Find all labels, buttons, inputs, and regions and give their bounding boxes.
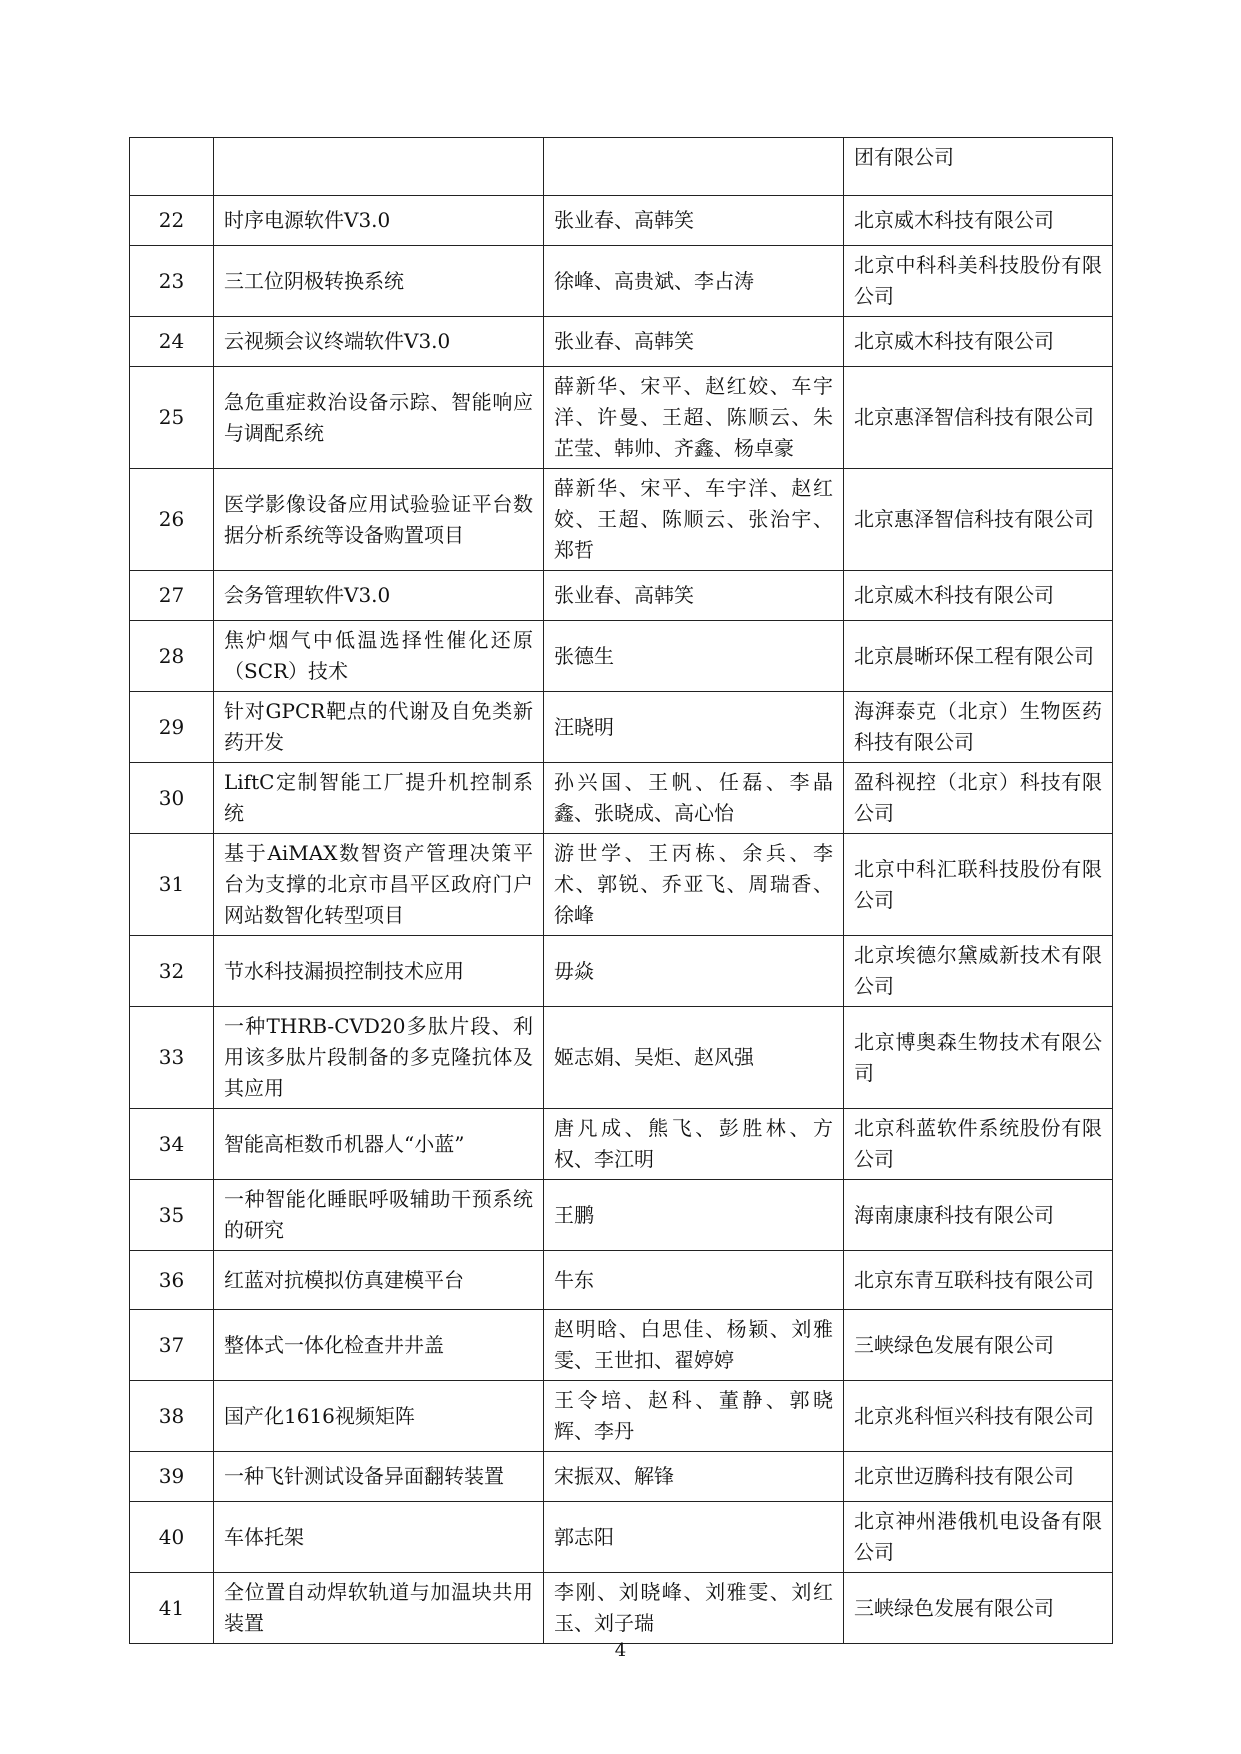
completers-cell: 王鹏 <box>544 1180 844 1251</box>
project-name-cell: 智能高柜数币机器人“小蓝” <box>214 1109 544 1180</box>
table-body <box>130 138 1113 1644</box>
organization-cell: 三峡绿色发展有限公司 <box>844 1573 1113 1644</box>
completers-cell: 徐峰、高贵斌、李占涛 <box>544 246 844 317</box>
completers-cell: 汪晓明 <box>544 692 844 763</box>
organization-cell: 北京威木科技有限公司 <box>844 571 1113 621</box>
completers-cell <box>544 138 844 196</box>
row-number-cell: 34 <box>130 1109 214 1180</box>
table-row <box>130 1573 1113 1644</box>
organization-cell: 北京晨晰环保工程有限公司 <box>844 621 1113 692</box>
project-name-cell: 一种飞针测试设备异面翻转装置 <box>214 1452 544 1502</box>
row-number-cell: 36 <box>130 1251 214 1310</box>
row-number-cell: 37 <box>130 1310 214 1381</box>
organization-cell: 北京威木科技有限公司 <box>844 317 1113 367</box>
completers-cell: 张业春、高韩笑 <box>544 196 844 246</box>
completers-cell: 薛新华、宋平、赵红姣、车宇洋、许曼、王超、陈顺云、朱芷莹、韩帅、齐鑫、杨卓豪 <box>544 367 844 469</box>
table-row <box>130 1502 1113 1573</box>
project-name-cell: 医学影像设备应用试验验证平台数据分析系统等设备购置项目 <box>214 469 544 571</box>
organization-cell: 北京兆科恒兴科技有限公司 <box>844 1381 1113 1452</box>
project-name-cell: 急危重症救治设备示踪、智能响应与调配系统 <box>214 367 544 469</box>
project-name-cell: 会务管理软件V3.0 <box>214 571 544 621</box>
completers-cell: 赵明晗、白思佳、杨颖、刘雅雯、王世扣、翟婷婷 <box>544 1310 844 1381</box>
table-row <box>130 692 1113 763</box>
row-number-cell: 22 <box>130 196 214 246</box>
organization-cell: 北京惠泽智信科技有限公司 <box>844 469 1113 571</box>
completers-cell: 毋焱 <box>544 936 844 1007</box>
project-name-cell <box>214 138 544 196</box>
project-name-cell: 时序电源软件V3.0 <box>214 196 544 246</box>
row-number-cell: 26 <box>130 469 214 571</box>
organization-cell: 北京东青互联科技有限公司 <box>844 1251 1113 1310</box>
table-row <box>130 1310 1113 1381</box>
table-row <box>130 621 1113 692</box>
row-number-cell: 23 <box>130 246 214 317</box>
organization-cell: 北京惠泽智信科技有限公司 <box>844 367 1113 469</box>
row-number-cell: 33 <box>130 1007 214 1109</box>
row-number-cell: 31 <box>130 834 214 936</box>
organization-cell: 北京埃德尔黛威新技术有限公司 <box>844 936 1113 1007</box>
project-name-cell: 三工位阴极转换系统 <box>214 246 544 317</box>
table-row <box>130 763 1113 834</box>
row-number-cell: 40 <box>130 1502 214 1573</box>
organization-cell: 海南康康科技有限公司 <box>844 1180 1113 1251</box>
table-row <box>130 936 1113 1007</box>
project-name-cell: 云视频会议终端软件V3.0 <box>214 317 544 367</box>
row-number-cell: 30 <box>130 763 214 834</box>
row-number-cell: 25 <box>130 367 214 469</box>
row-number-cell: 24 <box>130 317 214 367</box>
organization-cell: 北京中科汇联科技股份有限公司 <box>844 834 1113 936</box>
organization-cell: 海湃泰克（北京）生物医药科技有限公司 <box>844 692 1113 763</box>
project-name-cell: 一种智能化睡眠呼吸辅助干预系统的研究 <box>214 1180 544 1251</box>
organization-cell: 三峡绿色发展有限公司 <box>844 1310 1113 1381</box>
organization-cell: 北京世迈腾科技有限公司 <box>844 1452 1113 1502</box>
table-row <box>130 1381 1113 1452</box>
project-name-cell: 车体托架 <box>214 1502 544 1573</box>
completers-cell: 郭志阳 <box>544 1502 844 1573</box>
row-number-cell: 38 <box>130 1381 214 1452</box>
table-row <box>130 469 1113 571</box>
table-row <box>130 246 1113 317</box>
row-number-cell: 29 <box>130 692 214 763</box>
completers-cell: 唐凡成、熊飞、彭胜林、方权、李江明 <box>544 1109 844 1180</box>
organization-cell: 团有限公司 <box>844 138 1113 196</box>
completers-cell: 孙兴国、王帆、任磊、李晶鑫、张晓成、高心怡 <box>544 763 844 834</box>
table-row <box>130 317 1113 367</box>
row-number-cell: 35 <box>130 1180 214 1251</box>
project-name-cell: 针对GPCR靶点的代谢及自免类新药开发 <box>214 692 544 763</box>
project-name-cell: 整体式一体化检查井井盖 <box>214 1310 544 1381</box>
project-name-cell: 节水科技漏损控制技术应用 <box>214 936 544 1007</box>
completers-cell: 张业春、高韩笑 <box>544 317 844 367</box>
completers-cell: 姬志娟、吴炬、赵风强 <box>544 1007 844 1109</box>
completers-cell: 牛东 <box>544 1251 844 1310</box>
completers-cell: 张德生 <box>544 621 844 692</box>
project-name-cell: 基于AiMAX数智资产管理决策平台为支撑的北京市昌平区政府门户网站数智化转型项目 <box>214 834 544 936</box>
row-number-cell: 39 <box>130 1452 214 1502</box>
table-row <box>130 1007 1113 1109</box>
table-row <box>130 367 1113 469</box>
table-row <box>130 1109 1113 1180</box>
organization-cell: 北京威木科技有限公司 <box>844 196 1113 246</box>
table-row <box>130 1180 1113 1251</box>
row-number-cell: 32 <box>130 936 214 1007</box>
completers-cell: 游世学、王丙栋、余兵、李术、郭锐、乔亚飞、周瑞香、徐峰 <box>544 834 844 936</box>
completers-cell: 宋振双、解锋 <box>544 1452 844 1502</box>
project-name-cell: 焦炉烟气中低温选择性催化还原（SCR）技术 <box>214 621 544 692</box>
table-row <box>130 138 1113 196</box>
table-row <box>130 571 1113 621</box>
table-row <box>130 196 1113 246</box>
completers-cell: 薛新华、宋平、车宇洋、赵红姣、王超、陈顺云、张治宇、郑哲 <box>544 469 844 571</box>
table-row <box>130 1452 1113 1502</box>
row-number-cell: 28 <box>130 621 214 692</box>
row-number-cell: 27 <box>130 571 214 621</box>
page-number: 4 <box>614 1640 627 1661</box>
organization-cell: 北京神州港俄机电设备有限公司 <box>844 1502 1113 1573</box>
completers-cell: 张业春、高韩笑 <box>544 571 844 621</box>
project-name-cell: 红蓝对抗模拟仿真建模平台 <box>214 1251 544 1310</box>
completers-cell: 王令培、赵科、董静、郭晓辉、李丹 <box>544 1381 844 1452</box>
project-name-cell: LiftC定制智能工厂提升机控制系统 <box>214 763 544 834</box>
organization-cell: 盈科视控（北京）科技有限公司 <box>844 763 1113 834</box>
organization-cell: 北京博奥森生物技术有限公司 <box>844 1007 1113 1109</box>
project-name-cell: 一种THRB-CVD20多肽片段、利用该多肽片段制备的多克隆抗体及其应用 <box>214 1007 544 1109</box>
row-number-cell: 41 <box>130 1573 214 1644</box>
table-row <box>130 1251 1113 1310</box>
project-name-cell: 全位置自动焊软轨道与加温块共用装置 <box>214 1573 544 1644</box>
award-table <box>129 137 1113 1644</box>
project-name-cell: 国产化1616视频矩阵 <box>214 1381 544 1452</box>
organization-cell: 北京科蓝软件系统股份有限公司 <box>844 1109 1113 1180</box>
completers-cell: 李刚、刘晓峰、刘雅雯、刘红玉、刘子瑞 <box>544 1573 844 1644</box>
table-row <box>130 834 1113 936</box>
organization-cell: 北京中科科美科技股份有限公司 <box>844 246 1113 317</box>
row-number-cell <box>130 138 214 196</box>
